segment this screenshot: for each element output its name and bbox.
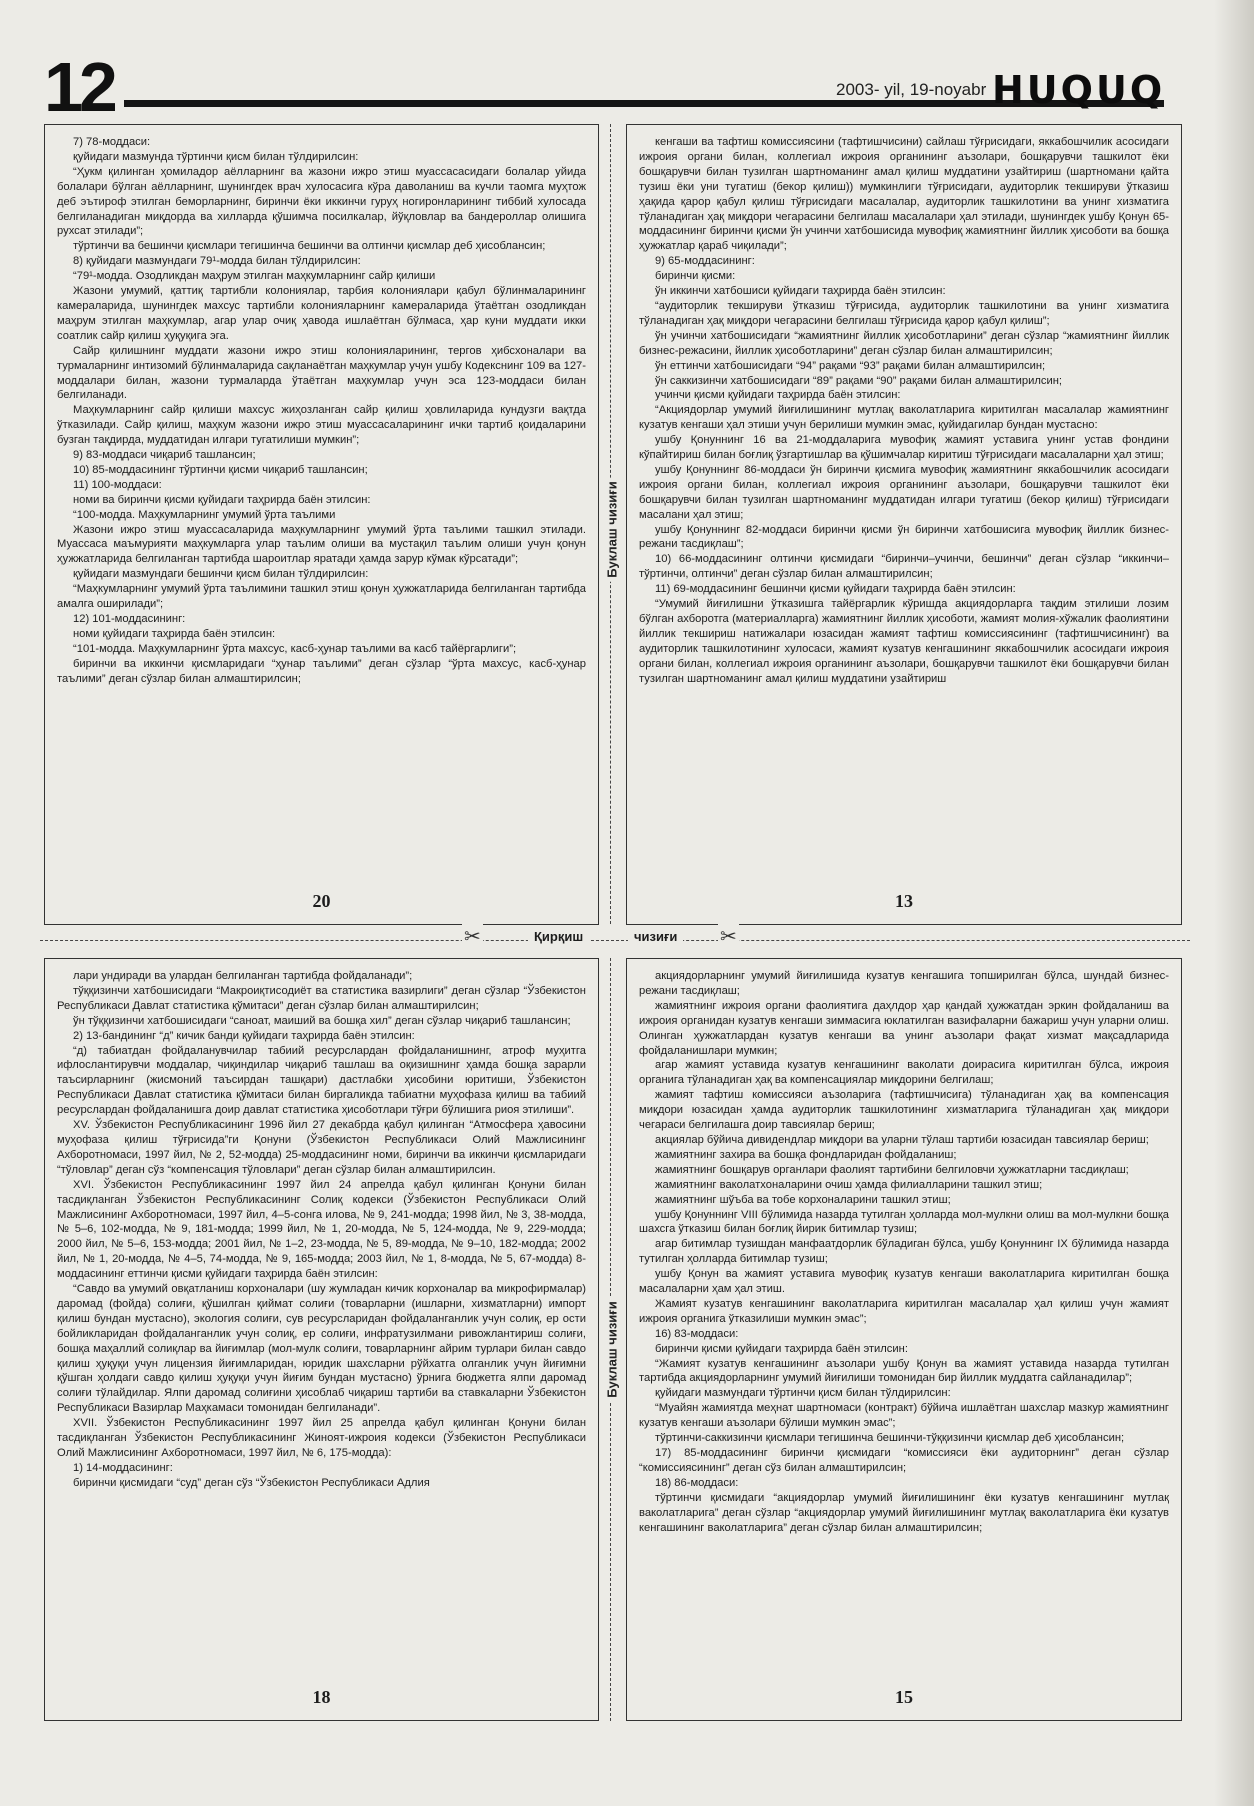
paragraph: Сайр қилишнинг муддати жазони ижро этиш колонияларининг, тергов ҳибсхоналари ва турмаларнинг интизомий бўлинмаларида сақланаётган маҳкумлар учун ушбу Кодекснинг 109 ва 127-моддалари билан, жазони турмаларда ўтаётган маҳкумлар учун эса 123-моддаси билан белгиланади. (57, 344, 586, 402)
panel-text (639, 135, 1169, 885)
paragraph: ушбу Қонуннинг 82-моддаси биринчи қисми ўн биринчи хатбошисига мувофиқ йиллик бизнес-режани тасдиқлаш”; (639, 523, 1169, 551)
paragraph: “Акциядорлар умумий йиғилишининг мутлақ ваколатларига киритилган масалалар жамиятнинг кузатув кенгаши ҳал этиши учун берилиши мумкин эмас, қуйидагилар бундан мустасно: (639, 404, 1169, 432)
paragraph: қуйидаги мазмунда тўртинчи қисм билан тўлдирилсин: (73, 150, 359, 163)
fold-label-bottom: Буклаш чизиғи (603, 1297, 622, 1401)
scissors-icon: ✂ (464, 926, 481, 948)
paragraph: қуйидаги мазмундаги бешинчи қисм билан тўлдирилсин: (73, 568, 369, 581)
paragraph: “101-модда. Маҳкумларнинг ўрта махсус, касб-ҳунар таълими ва касб тайёргарлиги”; (73, 642, 517, 655)
cut-label-left: Қирқиш (528, 929, 589, 944)
paragraph: “79¹-модда. Озодликдан маҳрум этилган маҳкумларнинг сайр қилиши (73, 270, 436, 283)
cut-line (40, 940, 1190, 941)
paragraph: ўн саккизинчи хатбошисидаги “89” рақами “90” рақами билан алмаштирилсин; (655, 374, 1062, 387)
paragraph: жамиятнинг шўъба ва тобе корхоналарини ташкил этиш; (655, 1193, 951, 1206)
paragraph: XVI. Ўзбекистон Республикасининг 1997 йил 24 апрелда қабул қилинган Қонуни билан тасдиқланган Ўзбекистон Республикасининг Солиқ кодекси (Ўзбекистон Республикаси Олий Мажлисининг Ахборотномаси, 1997 йил, 4–5-сонга илова, № 9, 241-модда; 1998 йил, № 3, 38-модда, № 5–6, 102-модда, № 9, 181-модда; 1999 йил, № 1, 20-модда, № 5, 124-модда, № 9, 229-модда; 2000 йил, № 5–6, 153-модда; 2001 йил, № 1–2, 23-модда, № 5, 89-модда, № 9–10, 182-модда; 2002 йил, № 1, 20-модда, № 4–5, 74-модда, № 9, 165-модда; 2003 йил, № 1, 8-модда, № 5, 67-модда) 8-моддасининг еттинчи қисми қуйидаги таҳрирда баён этилсин: (57, 1178, 586, 1281)
panel-text (639, 969, 1169, 1681)
paragraph: тўққизинчи хатбошисидаги “Макроиқтисодиёт ва статистика вазирлиги” деган сўзлар “Ўзбекистон Республикаси Давлат статистика қўмитаси” деган сўзлар билан алмаштирилсин; (57, 984, 586, 1012)
paragraph: тўртинчи қисмидаги “акциядорлар умумий йиғилишининг ёки кузатув кенгашининг мутлақ ваколатларига” деган сўзлар “акциядорлар умумий йиғилишининг мутлақ ваколатларига ёки кузатув кенгашининг ваколатларига” деган сўзлар билан алмаштирилсин; (639, 1491, 1169, 1534)
paragraph: XVII. Ўзбекистон Республикасининг 1997 йил 25 апрелда қабул қилинган Қонуни билан тасдиқланган Ўзбекистон Республикасининг Жиноят-ижроия кодекси (Ўзбекистон Республикаси Олий Мажлисининг Ахборотномаси, 1997 йил, № 6, 175-модда): (57, 1417, 586, 1459)
paragraph: агар битимлар тузишдан манфаатдорлик бўладиган бўлса, ушбу Қонуннинг IX бўлимида назарда тутилган ҳолларда битимлар тузиш; (639, 1238, 1169, 1266)
paragraph: ушбу Қонун ва жамият уставига мувофиқ кузатув кенгаши ваколатларига киритилган бошқа масалаларни ҳам ҳал этиш. (639, 1268, 1169, 1296)
cut-label-right: чизиғи (628, 929, 683, 944)
paragraph: жамиятнинг бошқарув органлари фаолият тартибини белгиловчи ҳужжатларни тасдиқлаш; (655, 1163, 1129, 1176)
paragraph: жамият тафтиш комиссияси аъзоларига (тафтишчисига) тўланадиган ҳақ ва компенсация миқдори юзасидан ҳамда аудиторлик ташкилотининг хизматларига тўланадиган ҳақ миқдори чегараси белгилашга доир тавсиялар бериш; (639, 1089, 1169, 1132)
paragraph: номи ва биринчи қисми қуйидаги таҳрирда баён этилсин: (73, 493, 371, 506)
issue-date: 2003- yil, 19-noyabr (836, 80, 987, 99)
paragraph: Жазони ижро этиш муассасаларида маҳкумларнинг умумий ўрта таълими ташкил этилади. Муассаса маъмурияти маҳкумларга улар таълим олиши ва мустақил таълим олиши учун қонун ҳужжатларида белгиланган тартибда шароитлар яратади ҳамда зарур кўмак кўрсатади”; (57, 523, 586, 566)
paragraph: Жазони умумий, қаттиқ тартибли колониялар, тарбия колониялари қабул бўлинмаларининг камераларида, шунингдек махсус тартибли колонияларнинг камераларида ўтаётган озодликдан маҳрум этилган маҳкумлар, агар улар очиқ ҳавода ишлаётган бўлмаса, ҳар куни муддати икки соатлик сайр қилиш ҳуқуқига эга. (57, 285, 586, 342)
panel-bottom-left (44, 958, 599, 1721)
paragraph: “Умумий йиғилишни ўтказишга тайёргарлик кўришда акциядорларга тақдим этилиши лозим бўлган ахборотга (материалларга) жамиятнинг йиллик ҳисоботи, жамият молия-хўжалик фаолиятини йиллик текшириш натижалари юзасидан жамият тафтиш комиссиясининг (тафтишчисининг) ва аудиторлик ташкилотининг хулосаси, жамият кузатув кенгашининг яккабошчилик асосидаги ижроия органи билан, коллегиал ижроия органининг аъзолари, бошқарувчи ташкилот ёки бошқарувчи билан тузилган шартноманинг амал қилиш муддатини узайтириш (639, 598, 1169, 685)
paragraph: учинчи қисми қуйидаги таҳрирда баён этилсин: (655, 389, 901, 402)
paragraph: “Муайян жамиятда меҳнат шартномаси (контракт) бўйича ишлаётган шахслар мазкур жамиятнинг кузатув кенгаши аъзолари бўлиши мумкин эмас”; (639, 1402, 1169, 1430)
paragraph: биринчи қисми: (655, 270, 736, 283)
paragraph: номи қуйидаги таҳрирда баён этилсин: (73, 627, 276, 640)
paragraph: ушбу Қонуннинг 86-моддаси ўн биринчи қисмига мувофиқ жамиятнинг яккабошчилик асосидаги ижроия органи билан, коллегиал ижроия органининг аъзолари, бошқарувчи ташкилот ёки бошқарувчи билан тузилган шартноманинг муддатидан илгари тугатиш (бекор қилиш) тўғрисидаги масалани ҳал этиш; (639, 463, 1169, 521)
paragraph: ушбу Қонуннинг VIII бўлимида назарда тутилган ҳолларда мол-мулкни олиш ва мол-мулкни бошқа шахсга ўтказиш билан боғлиқ йирик битимлар тузиш; (639, 1208, 1169, 1236)
paragraph: XV. Ўзбекистон Республикасининг 1996 йил 27 декабрда қабул қилинган “Атмосфера ҳавосини муҳофаза қилиш тўғрисида”ги Қонуни (Ўзбекистон Республикаси Олий Мажлисининг Ахборотномаси, 1997 йил, № 2, 52-модда) 25-моддасининг номи, биринчи ва иккинчи қисмларидаги “тўловлар” деган сўз “компенсация тўловлари” деган сўзлар билан алмаштирилсин. (57, 1119, 586, 1176)
paragraph: акциялар бўйича дивидендлар миқдори ва уларни тўлаш тартиби юзасидан тавсиялар бериш; (655, 1133, 1149, 1146)
paragraph: 16) 83-моддаси: (655, 1327, 739, 1340)
paragraph: “Маҳкумларнинг умумий ўрта таълимини ташкил этиш қонун ҳужжатларида белгиланган тартибда амалга оширилади”; (57, 583, 586, 611)
paragraph: “аудиторлик текшируви ўтказиш тўғрисида, аудиторлик ташкилотини ва унинг хизматига тўланадиган ҳақ миқдори чегарасини белгилаш тўғрисида қарор қабул қилиш”; (639, 299, 1169, 327)
paragraph: 8) қуйидаги мазмундаги 79¹-модда билан тўлдирилсин: (73, 255, 361, 268)
fold-label-top: Буклаш чизиғи (603, 477, 622, 581)
paragraph: 9) 83-моддаси чиқариб ташлансин; (73, 449, 256, 462)
paragraph: 10) 85-моддасининг тўртинчи қисми чиқариб ташлансин; (73, 463, 368, 476)
paragraph: биринчи қисми қуйидаги таҳрирда баён этилсин: (655, 1342, 908, 1355)
paragraph: лари ундиради ва улардан белгиланган тартибда фойдаланади”; (73, 970, 413, 982)
paragraph: 11) 69-моддасининг бешинчи қисми қуйидаги таҳрирда баён этилсин: (655, 583, 1016, 596)
paragraph: биринчи ва иккинчи қисмларидаги “ҳунар таълими” деган сўзлар “ўрта махсус, касб-ҳунар таълими” деган сўзлар билан алмаштирилсин; (57, 657, 586, 685)
paragraph: жамиятнинг ваколатхоналарини очиш ҳамда филиалларини ташкил этиш; (655, 1178, 1043, 1191)
paragraph: жамиятнинг захира ва бошқа фондларидан фойдаланиш; (655, 1148, 957, 1161)
paragraph: 17) 85-моддасининг биринчи қисмидаги “комиссияси ёки аудиторнинг” деган сўзлар “комиссиясининг” деган сўз билан алмаштирилсин; (639, 1447, 1169, 1474)
paragraph: ўн еттинчи хатбошисидаги “94” рақами “93” рақами билан алмаштирилсин; (655, 359, 1046, 372)
panel-page-number: 13 (895, 891, 913, 911)
panel-bottom-right (626, 958, 1182, 1721)
paragraph: ўн тўққизинчи хатбошисидаги “саноат, маиший ва бошқа хил” деган сўзлар чиқариб ташлансин; (73, 1014, 571, 1027)
paragraph: 9) 65-моддасининг: (655, 255, 755, 268)
panel-page-number: 20 (312, 891, 331, 911)
paragraph: кенгаши ва тафтиш комиссиясини (тафтишчисини) сайлаш тўғрисидаги, яккабошчилик асосидаги ижроия органи билан, коллегиал ижроия органининг аъзолари, бошқарувчи ташкилот ёки бошқарувчи билан тузилган шартноманинг амал қилиш муддатини узайтириш (шартномани қайта тузиш ёки уни тугатиш (бекор қилиш)) мумкинлиги тўғрисидаги, аудиторлик текшируви ўтказиш ҳақида қарор қабул қилиш тўғрисидаги масалалар, аудиторлик ташкилотини ва унинг хизматига тўланадиган ҳақ миқдори чегарасини белгилаш масалалари ҳал этилади, шунингдек ушбу Қонун 65-моддасининг биринчи қисми ўн учинчи хатбошисида мувофиқ жамиятнинг йиллик ҳисоботи ва бошқа ҳужжатлар қараб чиқилади”; (639, 136, 1169, 253)
paragraph: 7) 78-моддаси: (73, 136, 151, 148)
paragraph: “Савдо ва умумий овқатланиш корхоналари (шу жумладан кичик корхоналар ва микрофирмалар) даромад (фойда) солиғи, қўшилган қиймат солиғи (товарларни (ишларни, хизматларни) импорт қилиш бундан мустасно), экология солиғи, сув ресурсларидан фойдаланганлик учун солиқ, ер ости бойликларидан фойдаланганлик учун солиқ, ер солиғи, инфратузилмани ривожлантириш солиғи, бошқа маҳаллий солиқлар ва йиғимлар (мол-мулк солиғи, товарларнинг айрим турлари билан савдо қилиш ҳуқуқи учун лицензия йиғимларидан, юридик шахсларни рўйхатга олганлик учун йиғимни қўшган ҳолдаги савдо қилиш ҳуқуқи учун йиғим бундан мустасно) ўрнига бюджетга ялпи даромад солиғи тўлайдилар. Ялпи даромад солиғини ҳисоблаб чиқариш тартиби ва ставкаларни Ўзбекистон Республикаси Вазирлар Маҳкамаси томонидан белгиланади”. (57, 1283, 586, 1415)
paragraph: 1) 14-моддасининг: (73, 1461, 173, 1474)
paragraph: 12) 101-моддасининг: (73, 613, 186, 625)
paragraph: Маҳкумларнинг сайр қилиши махсус жиҳозланган сайр қилиш ҳовлиларида кундузги вақтда ўтказилади. Сайр қилиш, маҳкум жазони ижро этиш муассасаларининг ички тартиб қоидаларини бузган тақдирда, муддатидан илгари тугатилиши мумкин”; (57, 404, 586, 447)
panel-page-number: 18 (312, 1687, 331, 1707)
newspaper-logo: HUQUQ (992, 68, 1166, 112)
paragraph: 10) 66-моддасининг олтинчи қисмидаги “биринчи–учинчи, бешинчи” деган сўзлар “иккинчи–тўртинчи, олтинчи” деган сўзлар билан алмаштирилсин; (639, 553, 1169, 581)
panel-top-right (626, 124, 1182, 925)
paragraph: акциядорларнинг умумий йиғилишида кузатув кенгашига топширилган бўлса, шундай бизнес-режани тасдиқлаш; (639, 970, 1169, 997)
paragraph: Жамият кузатув кенгашининг ваколатларига киритилган масалалар ҳал қилиш учун жамият ижроия органига ўтказилиши мумкин эмас”; (639, 1297, 1169, 1325)
paragraph: “100-модда. Маҳкумларнинг умумий ўрта таълими (73, 508, 336, 521)
paragraph: ушбу Қонуннинг 16 ва 21-моддаларига мувофиқ жамият уставига унинг устав фондини кўпайтириш билан боғлиқ ўзгартишлар ва қўшимчалар киритиш тўғрисидаги масалаларни ҳал этиш; (639, 434, 1169, 462)
panel-text (57, 135, 586, 885)
paragraph: ўн учинчи хатбошисидаги “жамиятнинг йиллик ҳисоботларини” деган сўзлар “жамиятнинг йиллик бизнес-режасини, йиллик ҳисоботларини” деган сўзлар билан алмаштирилсин; (639, 329, 1169, 357)
paragraph: жамиятнинг ижроия органи фаолиятига даҳлдор ҳар қандай ҳужжатдан эркин фойдаланиш ва ижроия органидан кузатув кенгаши зиммасига юклатилган вазифаларни бажариш учун уларни олиш. Олинган ҳужжатлардан кузатув кенгаши ва унинг аъзолари фақат хизмат мақсадларида фойдаланишлари мумкин; (639, 999, 1169, 1057)
page-edge-shadow (1214, 0, 1254, 1806)
panel-page-number: 15 (895, 1687, 913, 1707)
panel-text (57, 969, 586, 1681)
paragraph: қуйидаги мазмундаги тўртинчи қисм билан тўлдирилсин: (655, 1387, 951, 1400)
paragraph: 18) 86-моддаси: (655, 1476, 739, 1489)
paragraph: 11) 100-моддаси: (73, 478, 162, 491)
paragraph: агар жамият уставида кузатув кенгашининг ваколати доирасига киритилган бўлса, ижроия органига тўланадиган ҳақ ва компенсациялар миқдорини белгилаш; (639, 1059, 1169, 1087)
paragraph: ўн иккинчи хатбошиси қуйидаги таҳрирда баён этилсин: (655, 285, 946, 298)
panel-top-left (44, 124, 599, 925)
paragraph: тўртинчи ва бешинчи қисмлари тегишинча бешинчи ва олтинчи қисмлар деб ҳисоблансин; (73, 240, 546, 253)
paragraph: 2) 13-бандининг “д” кичик банди қуйидаги таҳрирда баён этилсин: (73, 1029, 415, 1042)
paragraph: тўртинчи-саккизинчи қисмлари тегишинча бешинчи-тўққизинчи қисмлар деб ҳисоблансин; (655, 1432, 1125, 1445)
paragraph: “Ҳукм қилинган ҳомиладор аёлларнинг ва жазони ижро этиш муассасасидаги болалар уйида болалари бўлган аёлларнинг, шунингдек врач хулосасига кўра даволаниш ва кучли таомга муҳтож деб эътироф этилган беморларнинг, биринчи ёки иккинчи гуруҳ ногиронларининг тиббий хулосада белгиланадиган миқдорда ва хилларда қўшимча посилкалар, йўқловлар ва бандероллар олишига рухсат этилади”; (57, 165, 586, 238)
page-number: 12 (44, 48, 114, 126)
paragraph: “Жамият кузатув кенгашининг аъзолари ушбу Қонун ва жамият уставида назарда тутилган тартибда акциядорларнинг умумий йиғилиши томонидан бир йиллик муддатга сайланадилар”; (639, 1357, 1169, 1385)
paragraph: биринчи қисмидаги “суд” деган сўз “Ўзбекистон Республикаси Адлия (73, 1476, 430, 1489)
paragraph: “д) табиатдан фойдаланувчилар табиий ресурслардан фойдаланишнинг, атроф муҳитга ифлослантирувчи моддалар, чиқиндилар чиқариб ташлаш ва оқизишнинг ҳамда бошқа зарарли таъсирларнинг (жисмоний таъсирдан ташқари) дастлабки ҳисобини юритиши, Ўзбекистон Республикаси Давлат статистика қўмитаси билан биргаликда табиатни муҳофаза қилиш ва табиий ресурслардан фойдаланишга доир давлат статистика ҳисоботлари тўғри бўлишига риоя этилиши”. (57, 1044, 586, 1117)
scissors-icon: ✂ (720, 926, 737, 948)
